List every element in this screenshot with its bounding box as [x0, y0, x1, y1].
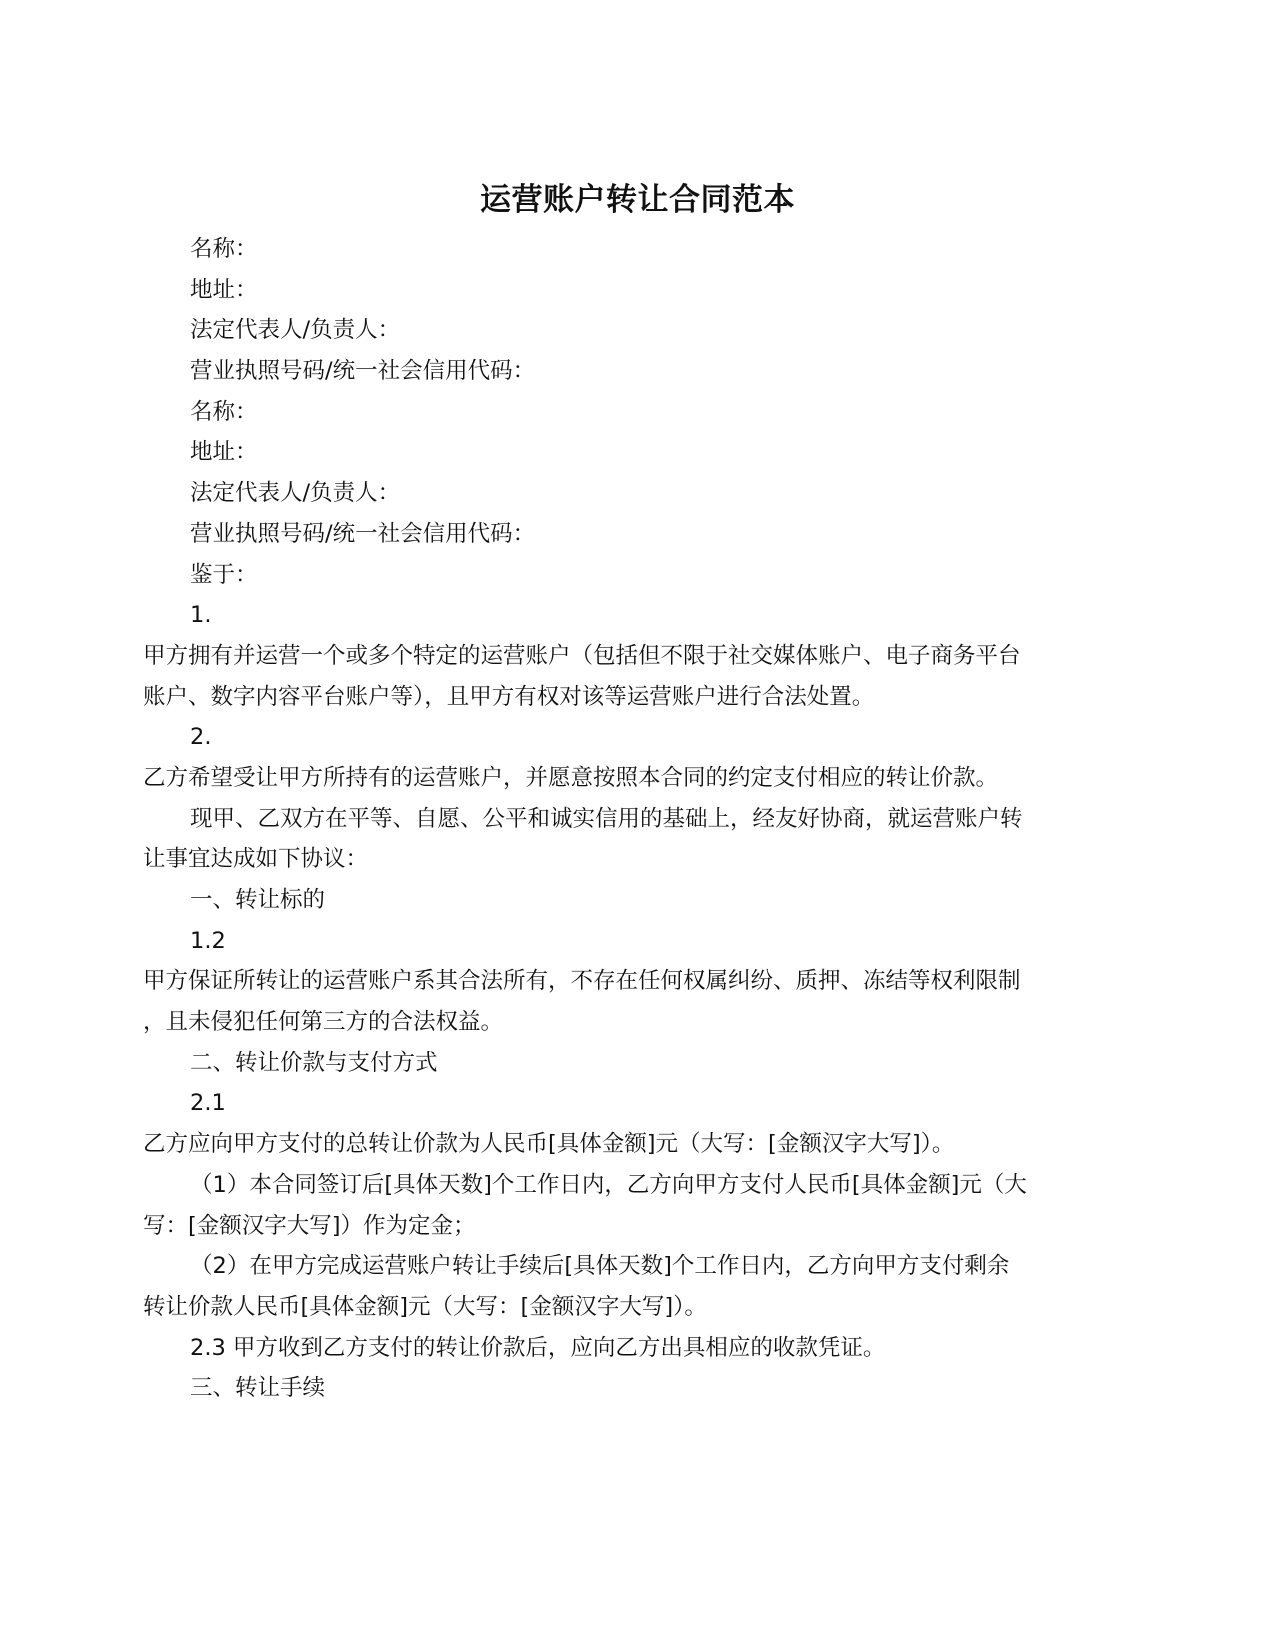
document-body — [143, 229, 1078, 1409]
paragraph — [143, 921, 1078, 1043]
paragraph-line: 甲方保证所转让的运营账户系其合法所有，不存在任何权属纠纷、质押、冻结等权利限制 — [143, 968, 1021, 995]
paragraph-line: 乙方希望受让甲方所持有的运营账户，并愿意按照本合同的约定支付相应的转让价款。 — [143, 764, 999, 791]
paragraph-line: 地址： — [190, 439, 258, 466]
paragraph — [143, 351, 1078, 392]
paragraph — [143, 1083, 1078, 1164]
paragraph — [143, 595, 1078, 717]
paragraph-line: 名称： — [190, 236, 258, 262]
paragraph — [143, 1165, 1078, 1246]
paragraph — [143, 1368, 1078, 1409]
paragraph-line: 甲方拥有并运营一个或多个特定的运营账户（包括但不限于社交媒体账户、电子商务平台 — [143, 642, 1021, 669]
paragraph-line: 法定代表人/负责人： — [190, 480, 401, 507]
paragraph — [143, 1246, 1078, 1327]
paragraph-line: ，且未侵犯任何第三方的合法权益。 — [143, 1009, 504, 1036]
paragraph — [143, 514, 1078, 555]
paragraph — [143, 1328, 1078, 1369]
paragraph-line: 1.2 — [190, 927, 226, 954]
paragraph-line: （2）在甲方完成运营账户转让手续后[具体天数]个工作日内，乙方向甲方支付剩余 — [190, 1253, 1010, 1280]
paragraph — [143, 1043, 1078, 1084]
paragraph-line: （1）本合同签订后[具体天数]个工作日内，乙方向甲方支付人民币[具体金额]元（大 — [190, 1171, 1027, 1198]
paragraph — [143, 310, 1078, 351]
paragraph-line: 一、转让标的 — [190, 887, 326, 913]
paragraph — [143, 392, 1078, 433]
paragraph-line: 1. — [190, 602, 212, 629]
paragraph-line: 营业执照号码/统一社会信用代码： — [190, 358, 536, 385]
paragraph — [143, 799, 1078, 880]
document-title: 运营账户转让合同范本 — [480, 182, 795, 218]
paragraph-line: 营业执照号码/统一社会信用代码： — [190, 520, 536, 547]
paragraph-line: 2.1 — [190, 1090, 226, 1117]
paragraph-line: 鉴于： — [190, 561, 258, 588]
paragraph — [143, 555, 1078, 596]
paragraph — [143, 473, 1078, 514]
paragraph-line: 账户、数字内容平台账户等），且甲方有权对该等运营账户进行合法处置。 — [143, 683, 875, 710]
paragraph-line: 名称： — [190, 398, 258, 425]
paragraph — [143, 880, 1078, 921]
paragraph — [143, 270, 1078, 311]
paragraph-line: 法定代表人/负责人： — [190, 317, 401, 344]
paragraph-line: 让事宜达成如下协议： — [143, 846, 369, 873]
paragraph-line: 乙方应向甲方支付的总转让价款为人民币[具体金额]元（大写：[金额汉字大写]）。 — [143, 1131, 955, 1158]
paragraph-line: 2.3 甲方收到乙方支付的转让价款后，应向乙方出具相应的收款凭证。 — [190, 1334, 886, 1361]
paragraph — [143, 717, 1078, 798]
paragraph-line: 三、转让手续 — [190, 1375, 326, 1402]
paragraph — [143, 229, 1078, 270]
paragraph-line: 写：[金额汉字大写]）作为定金； — [143, 1212, 476, 1239]
paragraph-line: 2. — [190, 724, 212, 751]
paragraph — [143, 432, 1078, 473]
paragraph-line: 转让价款人民币[具体金额]元（大写：[金额汉字大写]）。 — [143, 1293, 707, 1320]
paragraph-line: 地址： — [190, 276, 258, 303]
paragraph-line: 二、转让价款与支付方式 — [190, 1049, 438, 1076]
paragraph-line: 现甲、乙双方在平等、自愿、公平和诚实信用的基础上，经友好协商，就运营账户转 — [190, 805, 1023, 832]
